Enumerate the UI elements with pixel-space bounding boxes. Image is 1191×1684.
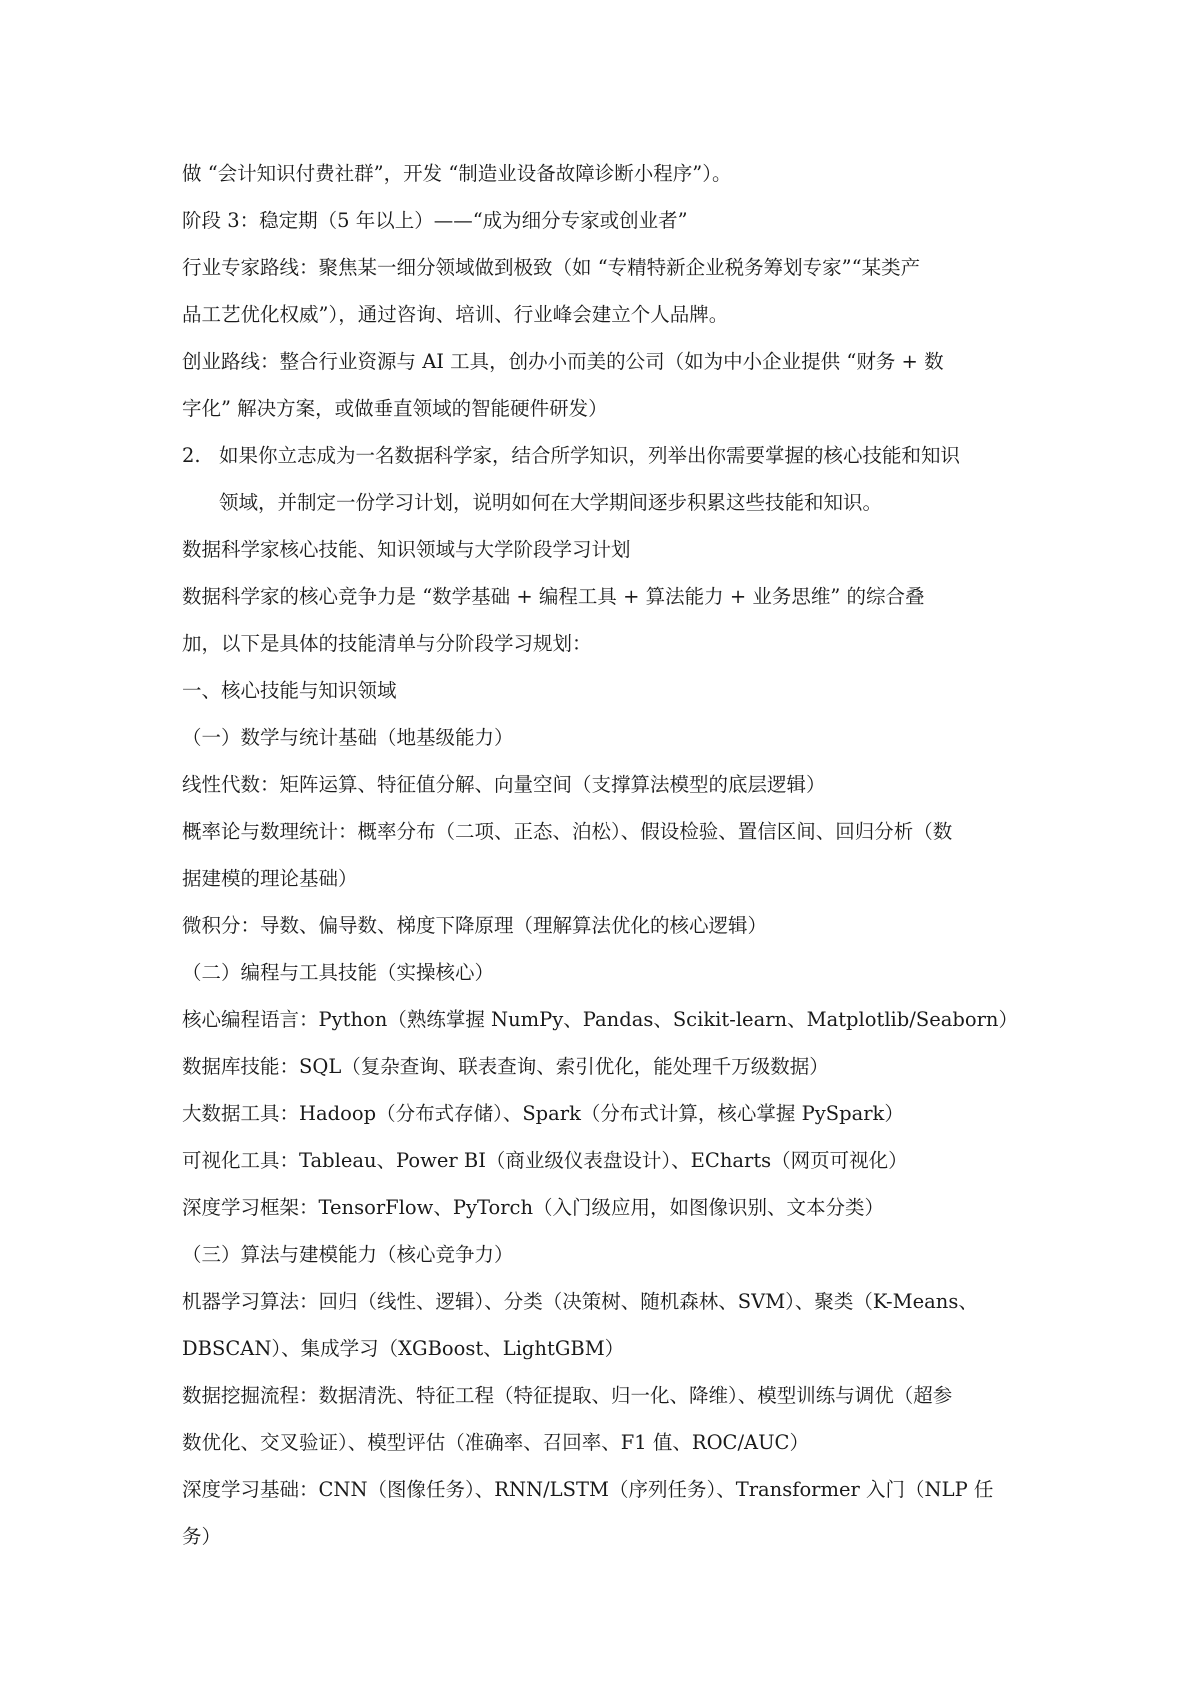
- answer-title: 数据科学家核心技能、知识领域与大学阶段学习计划: [182, 538, 631, 561]
- question-item: [182, 432, 1022, 526]
- text-line: 可视化工具：Tableau、Power BI（商业级仪表盘设计）、ECharts（网页可视化）: [182, 1149, 908, 1172]
- question-text-line: 领域，并制定一份学习计划，说明如何在大学期间逐步积累这些技能和知识。: [219, 491, 883, 514]
- text-line: 机器学习算法：回归（线性、逻辑）、分类（决策树、随机森林、SVM）、聚类（K-Means、: [182, 1290, 978, 1313]
- text-line: 概率论与数理统计：概率分布（二项、正态、泊松）、假设检验、置信区间、回归分析（数: [182, 820, 953, 843]
- text-line: 大数据工具：Hadoop（分布式存储）、Spark（分布式计算，核心掌握 PySpark）: [182, 1102, 904, 1125]
- text-line: 做 “会计知识付费社群”，开发 “制造业设备故障诊断小程序”）。: [182, 162, 732, 185]
- section-heading: 一、核心技能与知识领域: [182, 679, 397, 702]
- stage-heading: 阶段 3：稳定期（5 年以上）——“成为细分专家或创业者”: [182, 209, 688, 232]
- text-line: 微积分：导数、偏导数、梯度下降原理（理解算法优化的核心逻辑）: [182, 914, 768, 937]
- text-line: 加，以下是具体的技能清单与分阶段学习规划：: [182, 632, 592, 655]
- text-line: 线性代数：矩阵运算、特征值分解、向量空间（支撑算法模型的底层逻辑）: [182, 773, 826, 796]
- subsection-heading: （二）编程与工具技能（实操核心）: [182, 961, 495, 984]
- text-line: 核心编程语言：Python（熟练掌握 NumPy、Pandas、Scikit-learn、Matplotlib/Seaborn）: [182, 1008, 1018, 1031]
- text-line: 品工艺优化权威”），通过咨询、培训、行业峰会建立个人品牌。: [182, 303, 729, 326]
- subsection-heading: （三）算法与建模能力（核心竞争力）: [182, 1243, 514, 1266]
- document-body: [182, 150, 1022, 1560]
- text-line: 数据挖掘流程：数据清洗、特征工程（特征提取、归一化、降维）、模型训练与调优（超参: [182, 1384, 953, 1407]
- text-line: DBSCAN）、集成学习（XGBoost、LightGBM）: [182, 1337, 625, 1360]
- question-number: 2.: [182, 444, 201, 467]
- subsection-heading: （一）数学与统计基础（地基级能力）: [182, 726, 514, 749]
- text-line: 行业专家路线：聚焦某一细分领域做到极致（如 “专精特新企业税务筹划专家”“某类产: [182, 256, 921, 279]
- text-line: 数据科学家的核心竞争力是 “数学基础 + 编程工具 + 算法能力 + 业务思维” 的综合叠: [182, 585, 925, 608]
- text-line: 创业路线：整合行业资源与 AI 工具，创办小而美的公司（如为中小企业提供 “财务 + 数: [182, 350, 944, 373]
- text-line: 据建模的理论基础）: [182, 867, 358, 890]
- text-line: 字化” 解决方案，或做垂直领域的智能硬件研发）: [182, 397, 608, 420]
- text-line: 深度学习框架：TensorFlow、PyTorch（入门级应用，如图像识别、文本分类）: [182, 1196, 885, 1219]
- text-line: 深度学习基础：CNN（图像任务）、RNN/LSTM（序列任务）、Transformer 入门（NLP 任: [182, 1478, 994, 1501]
- text-line: 数据库技能：SQL（复杂查询、联表查询、索引优化，能处理千万级数据）: [182, 1055, 829, 1078]
- text-line: 务）: [182, 1525, 222, 1548]
- text-line: 数优化、交叉验证）、模型评估（准确率、召回率、F1 值、ROC/AUC）: [182, 1431, 809, 1454]
- question-text-line: 如果你立志成为一名数据科学家，结合所学知识，列举出你需要掌握的核心技能和知识: [219, 444, 961, 467]
